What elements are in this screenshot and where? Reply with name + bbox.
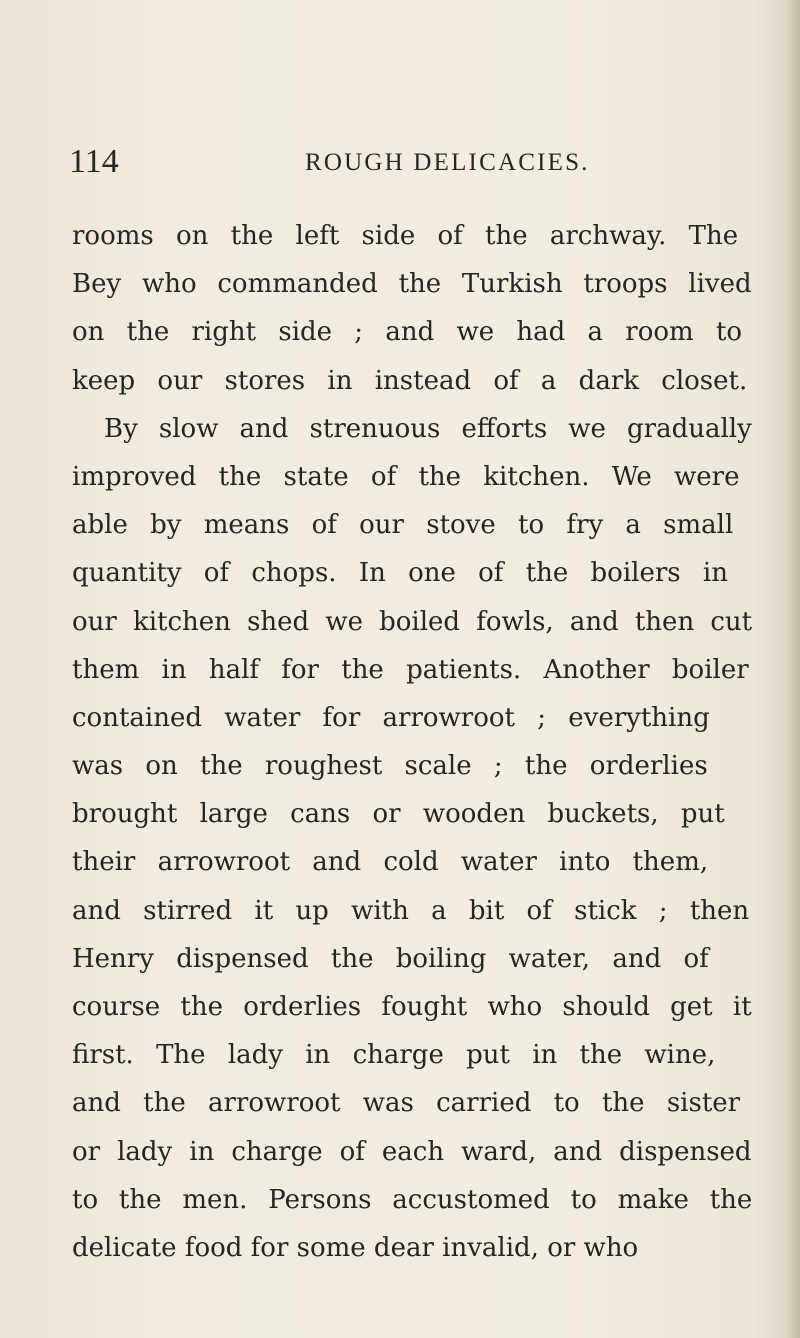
paragraph-first-line: By slow and strenuous efforts we gradually: [104, 413, 752, 444]
page-number: 114: [69, 143, 119, 180]
text-line: was on the roughest scale ; the orderlies: [72, 751, 708, 782]
running-head: [0, 142, 800, 186]
text-line: Henry dispensed the boiling water, and of: [72, 943, 709, 974]
text-line: improved the state of the kitchen. We were: [72, 461, 740, 492]
text-line: and stirred it up with a bit of stick ; then: [72, 895, 750, 926]
text-line: able by means of our stove to fry a small: [72, 510, 734, 541]
text-line: their arrowroot and cold water into them,: [72, 847, 709, 878]
text-line: brought large cans or wooden buckets, put: [72, 799, 725, 830]
text-line: rooms on the left side of the archway. The: [72, 221, 739, 251]
text-line: them in half for the patients. Another boiler: [72, 654, 749, 685]
text-line: Bey who commanded the Turkish troops lived: [72, 269, 752, 300]
text-line: course the orderlies fought who should get it: [72, 992, 752, 1022]
text-line: to the men. Persons accustomed to make the: [72, 1184, 753, 1215]
text-line: and the arrowroot was carried to the sister: [72, 1088, 741, 1119]
page-edge-shadow: [786, 0, 800, 1338]
body-text: [72, 212, 752, 1272]
text-line: quantity of chops. In one of the boilers in: [72, 558, 728, 589]
text-line: keep our stores in instead of a dark closet.: [72, 365, 748, 396]
text-line: first. The lady in charge put in the wine,: [72, 1040, 716, 1071]
text-line: or lady in charge of each ward, and dispensed: [72, 1136, 752, 1167]
text-line: our kitchen shed we boiled fowls, and then cut: [72, 606, 753, 637]
running-title: ROUGH DELICACIES.: [305, 149, 590, 176]
text-line: delicate food for some dear invalid, or who: [72, 1232, 639, 1263]
text-line: on the right side ; and we had a room to: [72, 317, 743, 348]
text-line: contained water for arrowroot ; everything: [72, 702, 710, 733]
